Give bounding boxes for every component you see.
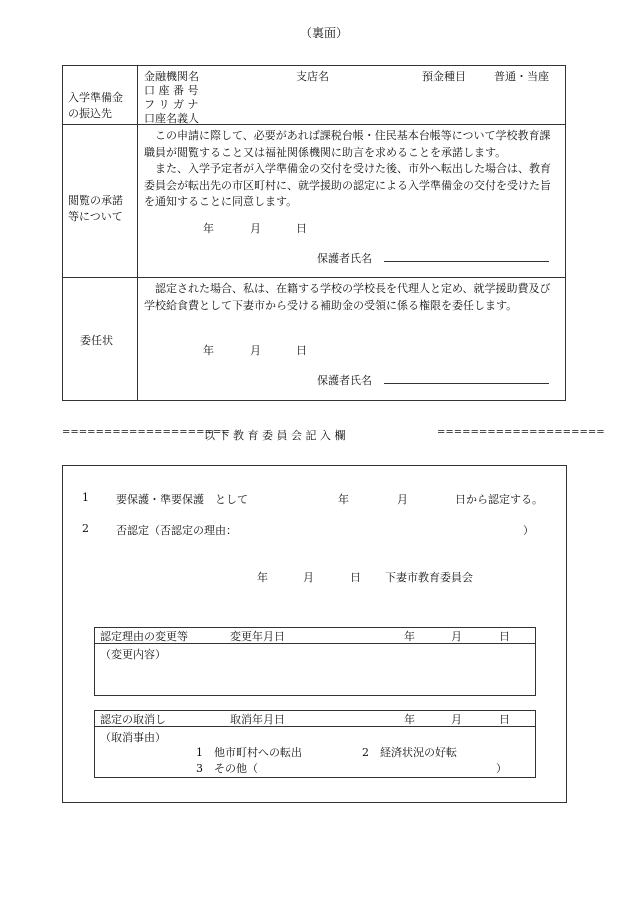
proxy-guardian-label: 保護者氏名 <box>317 374 372 387</box>
cancel-option-3: 3 その他（ <box>196 762 258 775</box>
deposit-type-options: 普通・当座 <box>494 70 549 83</box>
deposit-type-label: 預金種目 <box>422 70 466 83</box>
change-content-label: （変更内容） <box>100 648 166 661</box>
consent-label-line1: 閲覧の承諾 <box>68 194 123 207</box>
committee-date-day: 日 <box>350 571 361 584</box>
page-heading: （裏面） <box>300 26 349 40</box>
consent-date-year: 年 <box>203 222 214 235</box>
proxy-paragraph: 認定された場合、私は、在籍する学校の学校長を代理人と定め、就学援助費及び学校給食費として下妻市から受ける補助金の受領に係る権限を委任します。 <box>144 282 551 312</box>
committee-date-month: 月 <box>303 571 314 584</box>
item2-close: ） <box>523 524 534 537</box>
cancel-title: 認定の取消し <box>100 713 166 726</box>
bank-name-label: 金融機関名 <box>144 70 199 83</box>
change-month: 月 <box>451 630 462 643</box>
committee-authority: 下妻市教育委員会 <box>385 571 473 584</box>
account-holder-label: 口座名義人 <box>144 112 199 125</box>
cancel-option-2: 2 経済状況の好転 <box>362 746 457 759</box>
cancel-date-label: 取消年月日 <box>230 713 285 726</box>
account-number-label: 口 座 番 号 <box>144 84 199 97</box>
proxy-text <box>144 281 560 314</box>
item2-text: 否認定（否認定の理由： <box>116 524 237 537</box>
proxy-date-year: 年 <box>203 344 214 357</box>
cancel-year: 年 <box>404 713 415 726</box>
furigana-label: フ リ ガ ナ <box>144 98 199 111</box>
consent-date-day: 日 <box>296 222 307 235</box>
item1-number: 1 <box>82 491 89 504</box>
consent-guardian-label: 保護者氏名 <box>317 252 372 265</box>
consent-date-month: 月 <box>250 222 261 235</box>
item1-text: 要保護・準要保護 として <box>116 493 248 506</box>
divider-text: 以 下 教 育 委 員 会 記 入 欄 <box>204 429 346 442</box>
bank-transfer-label-line1: 入学準備金 <box>68 91 123 104</box>
divider-right: ==================== <box>437 427 605 438</box>
cancel-month: 月 <box>451 713 462 726</box>
consent-paragraph-2: また、入学予定者が入学準備金の交付を受けた後、市外へ転出した場合は、教育委員会が転出先の市区町村に、就学援助の認定による入学準備金の交付を受けた旨を通知することに同意します。 <box>144 162 551 208</box>
bank-transfer-label-line2: の振込先 <box>68 107 112 120</box>
item1-year: 年 <box>338 493 349 506</box>
item2-number: 2 <box>82 522 89 535</box>
cancel-option-1: 1 他市町村への転出 <box>196 746 302 759</box>
branch-name-label: 支店名 <box>296 70 329 83</box>
consent-guardian-signature-line[interactable] <box>384 261 549 262</box>
cancel-reason-label: （取消事由） <box>100 731 166 744</box>
proxy-guardian-signature-line[interactable] <box>384 383 549 384</box>
committee-date-year: 年 <box>257 571 268 584</box>
consent-text <box>144 128 560 211</box>
consent-label-line2: 等について <box>68 210 123 223</box>
proxy-date-day: 日 <box>296 344 307 357</box>
proxy-label: 委任状 <box>80 334 113 347</box>
change-title: 認定理由の変更等 <box>100 630 188 643</box>
change-date-label: 変更年月日 <box>230 630 285 643</box>
item1-tail: 日から認定する。 <box>455 493 543 506</box>
cancel-day: 日 <box>499 713 510 726</box>
proxy-date-month: 月 <box>250 344 261 357</box>
divider-left: ==================== <box>62 427 230 438</box>
change-day: 日 <box>499 630 510 643</box>
consent-paragraph-1: この申請に際して、必要があれば課税台帳・住民基本台帳等について学校教育課職員が閲覧すること又は福祉関係機関に助言を求めることを承諾します。 <box>144 129 551 159</box>
change-year: 年 <box>404 630 415 643</box>
cancel-option-3-close: ） <box>496 762 507 775</box>
item1-month: 月 <box>397 493 408 506</box>
